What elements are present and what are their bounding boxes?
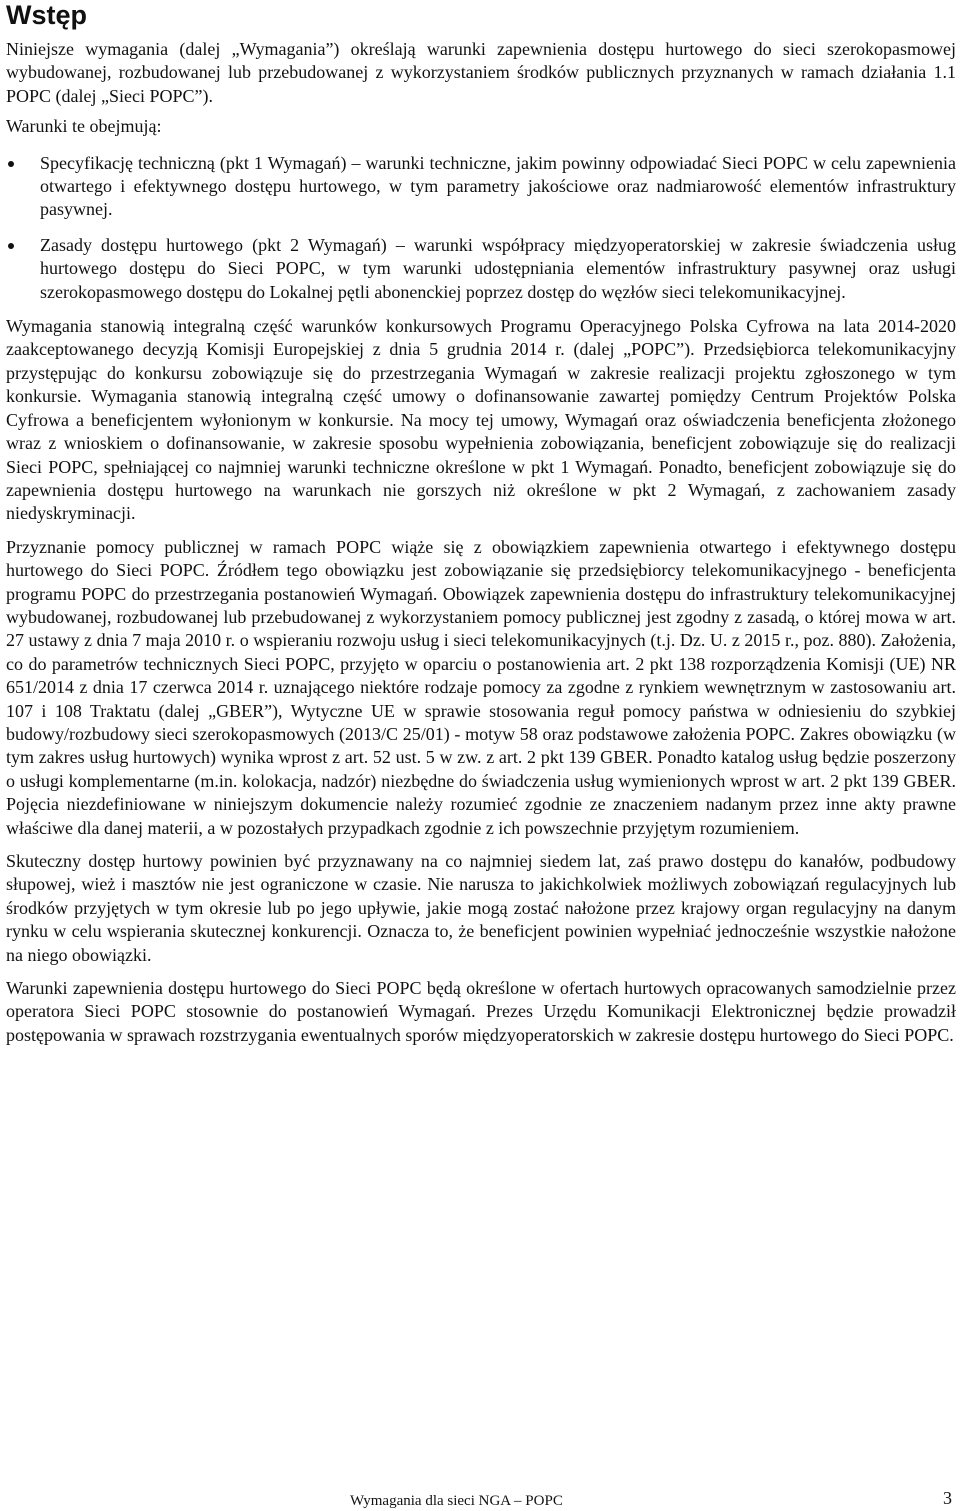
page-number: 3 bbox=[943, 1488, 952, 1508]
page-footer bbox=[0, 1487, 956, 1509]
section-heading: Wstęp bbox=[6, 0, 87, 30]
bullet-icon bbox=[8, 161, 14, 167]
intro-paragraph: Niniejsze wymagania (dalej „Wymagania”) określają warunki zapewnienia dostępu hurtowego do sieci szerokopasmowej wybudowanej, rozbudowanej lub przebudowanej z wykorzystaniem środków publicznych przyznanych w ramach działania 1.1 POPC (dalej „Sieci POPC”). bbox=[6, 39, 956, 106]
footer-title: Wymagania dla sieci NGA – POPC bbox=[350, 1493, 563, 1509]
list-item-text: Zasady dostępu hurtowego (pkt 2 Wymagań) – warunki współpracy międzyoperatorskiej w zakresie świadczenia usług hurtowego dostępu do Sieci POPC, w tym warunki udostępniania elementów infrastruktury pasywnej oraz usługi szerokopasmowego dostępu do Lokalnej pętli abonenckiej poprzez dostęp do węzłów sieci telekomunikacyjnej. bbox=[40, 234, 956, 302]
body-paragraph: Przyznanie pomocy publicznej w ramach POPC wiąże się z obowiązkiem zapewnienia otwartego i efektywnego dostępu hurtowego do Sieci POPC. Źródłem tego obowiązku jest zobowiązanie się przedsiębiorcy telekomunikacyjnego - beneficjenta programu POPC do przestrzegania postanowień Wymagań. Obowiązek zapewnienia dostępu do infrastruktury telekomunikacyjnej wybudowanej, rozbudowanej lub przebudowanej z wykorzystaniem pomocy publicznej jest zgodny z zasadą, o której mowa w art. 27 ustawy z dnia 7 maja 2010 r. o wspieraniu rozwoju usług i sieci telekomunikacyjnych (t.j. Dz. U. z 2015 r., poz. 880). Założenia, co do parametrów technicznych Sieci POPC, przyjęto w oparciu o postanowienia art. 2 pkt 138 rozporządzenia Komisji (UE) NR 651/2014 z dnia 17 czerwca 2014 r. uznającego niektóre rodzaje pomocy za zgodne z rynkiem wewnętrznym w zastosowaniu art. 107 i 108 Traktatu (dalej „GBER”), Wytyczne UE w sprawie stosowania reguł pomocy państwa w odniesieniu do szybkiej budowy/rozbudowy sieci szerokopasmowych (2013/C 25/01) - motyw 58 oraz podstawowe założenia POPC. Zakres obowiązku (w tym zakres usług hurtowych) wynika wprost z art. 52 ust. 5 w zw. z art. 2 pkt 139 GBER. Ponadto katalog usług będzie poszerzony o usługi komplementarne (m.in. kolokacja, nadzór) niezbędne do świadczenia usług wymienionych wprost w art. 2 pkt 139 GBER. Pojęcia niezdefiniowane w niniejszym dokumencie należy rozumieć zgodnie ze znaczeniem nadanym przez inne akty prawne właściwe dla danej materii, a w pozostałych przypadkach zgodnie z ich powszechnie przyjętym rozumieniem. bbox=[6, 536, 956, 838]
list-item bbox=[6, 234, 956, 304]
body-paragraph: Warunki zapewnienia dostępu hurtowego do Sieci POPC będą określone w ofertach hurtowych opracowanych samodzielnie przez operatora Sieci POPC stosownie do postanowień Wymagań. Prezes Urzędu Komunikacji Elektronicznej będzie prowadził postępowania w sprawach rozstrzygania ewentualnych sporów międzyoperatorskich w zakresie dostępu hurtowego do Sieci POPC. bbox=[6, 978, 956, 1045]
list-item-text: Specyfikację techniczną (pkt 1 Wymagań) – warunki techniczne, jakim powinny odpowiadać Sieci POPC w celu zapewnienia otwartego i efektywnego dostępu hurtowego, w tym parametry jakościowe oraz nadmiarowość elementów infrastruktury pasywnej. bbox=[40, 152, 956, 220]
body-paragraph: Wymagania stanowią integralną część warunków konkursowych Programu Operacyjnego Polska Cyfrowa na lata 2014-2020 zaakceptowanego decyzją Komisji Europejskiej z dnia 5 grudnia 2014 r. (dalej „POPC”). Przedsiębiorca telekomunikacyjny przystępując do konkursu zobowiązuje się do przestrzegania Wymagań w zakresie realizacji projektu zgłoszonego w tym konkursie. Wymagania stanowią integralną część umowy o dofinansowanie zawartej pomiędzy Centrum Projektów Polska Cyfrowa a beneficjentem wyłonionym w konkursie. Na mocy tej umowy, Wymagań oraz oświadczenia beneficjenta złożonego wraz z wnioskiem o dofinansowanie, w zakresie sposobu wypełnienia zobowiązania, beneficjent zobowiązuje się do realizacji Sieci POPC, spełniającej co najmniej warunki techniczne określone w pkt 1 Wymagań. Ponadto, beneficjent zobowiązuje się do zapewnienia dostępu hurtowego na warunkach nie gorszych niż określone w pkt 2 Wymagań, z zachowaniem zasady niedyskryminacji. bbox=[6, 316, 956, 524]
list-item bbox=[6, 152, 956, 222]
conditions-list bbox=[6, 152, 956, 304]
bullet-icon bbox=[8, 243, 14, 249]
list-lead-text: Warunki te obejmują: bbox=[6, 116, 162, 137]
body-paragraph: Skuteczny dostęp hurtowy powinien być przyznawany na co najmniej siedem lat, zaś prawo dostępu do kanałów, podbudowy słupowej, wież i masztów nie jest ograniczone w czasie. Nie narusza to jakichkolwiek możliwych zobowiązań regulacyjnych lub środków przyjętych w tym okresie lub po jego upływie, jakie mogą zostać nałożone przez krajowy organ regulacyjny na danym rynku w celu wspierania skutecznej konkurencji. Oznacza to, że beneficjent powinien wypełniać jednocześnie wszystkie nałożone na niego obowiązki. bbox=[6, 851, 956, 965]
